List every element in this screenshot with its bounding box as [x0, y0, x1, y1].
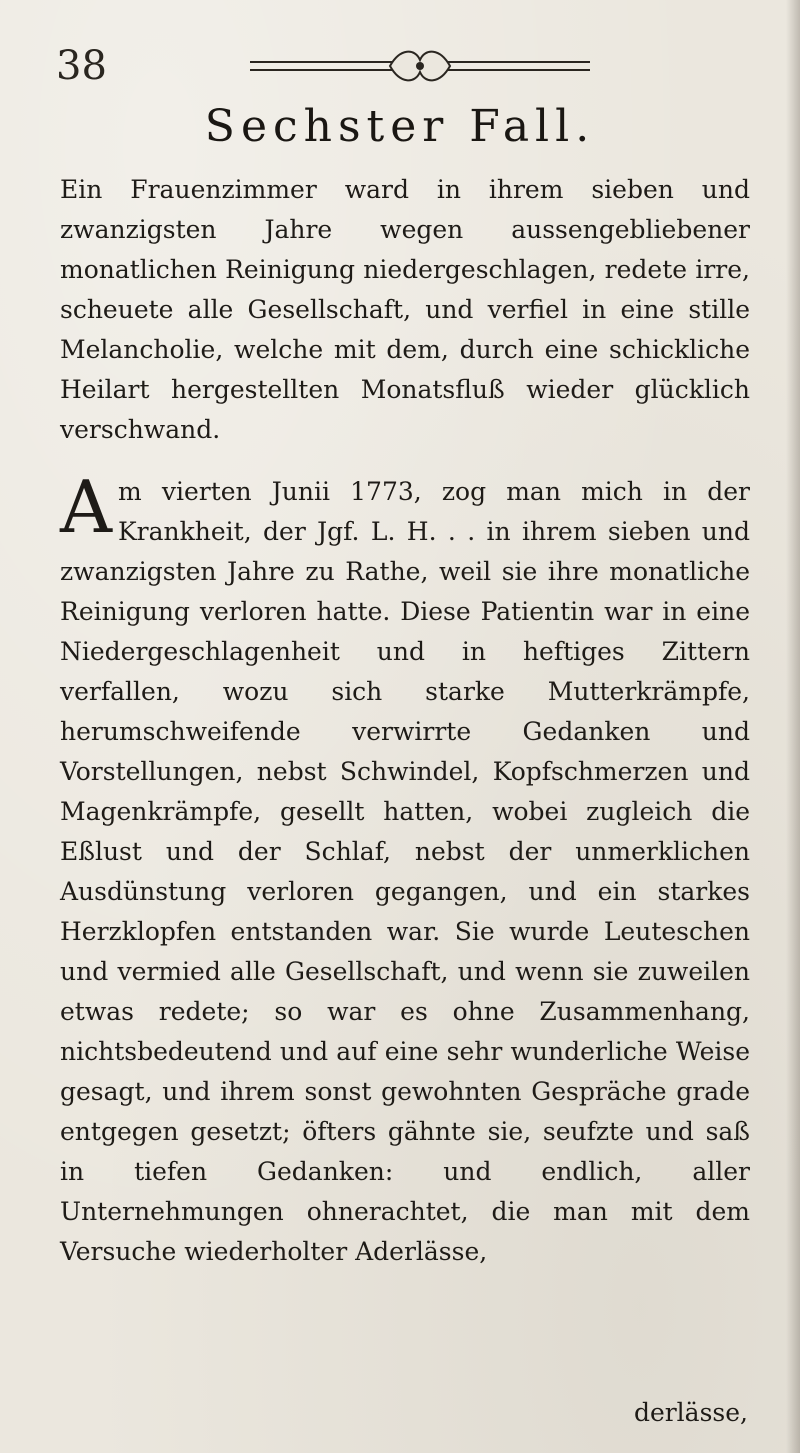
drop-cap: A	[60, 465, 112, 549]
case-description-paragraph	[60, 465, 750, 1272]
header-ornament	[250, 46, 590, 86]
catchword: derlässe,	[633, 1398, 748, 1427]
case-description-text: m vierten Junii 1773, zog man mich in der Krankheit, der Jgf. L. H. . . in ihrem sieben und zwanzigsten Jahre zu Rathe, weil sie ihre monatliche Reinigung verloren hatte. Diese Patientin war in eine Niedergeschlagenheit und in heftiges Zittern verfallen, wozu sich starke Mutterkrämpfe, herumschweifende verwirrte Gedanken und Vorstellungen, nebst Schwindel, Kopfschmerzen und Magenkrämpfe, gesellt hatten, wobei zugleich die Eßlust und der Schlaf, nebst der unmerklichen Ausdünstung verloren gegangen, und ein starkes Herzklopfen entstanden war. Sie wurde Leuteschen und vermied alle Gesellschaft, und wenn sie zuweilen etwas redete; so war es ohne Zusammenhang, nichtsbedeutend und auf eine sehr wunderliche Weise gesagt, und ihrem sonst gewohnten Gespräche grade entgegen gesetzt; öfters gähnte sie, seufzte und saß in tiefen Gedanken: und endlich, aller Unternehmungen ohnerachtet, die man mit dem Versuche wiederholter Aderlässe,	[60, 477, 750, 1266]
page-number: 38	[56, 43, 107, 89]
body-text	[60, 170, 750, 1272]
case-summary-paragraph: Ein Frauenzimmer ward in ihrem sieben und zwanzigsten Jahre wegen aussengebliebener monatlichen Reinigung niedergeschlagen, redete irre, scheuete alle Gesellschaft, und verfiel in eine stille Melancholie, welche mit dem, durch eine schickliche Heilart hergestellten Monatsfluß wieder glücklich verschwand.	[60, 175, 750, 444]
chapter-title: Sechster Fall.	[204, 101, 596, 152]
page-header	[56, 38, 756, 98]
page-edge-shadow	[786, 0, 800, 1453]
